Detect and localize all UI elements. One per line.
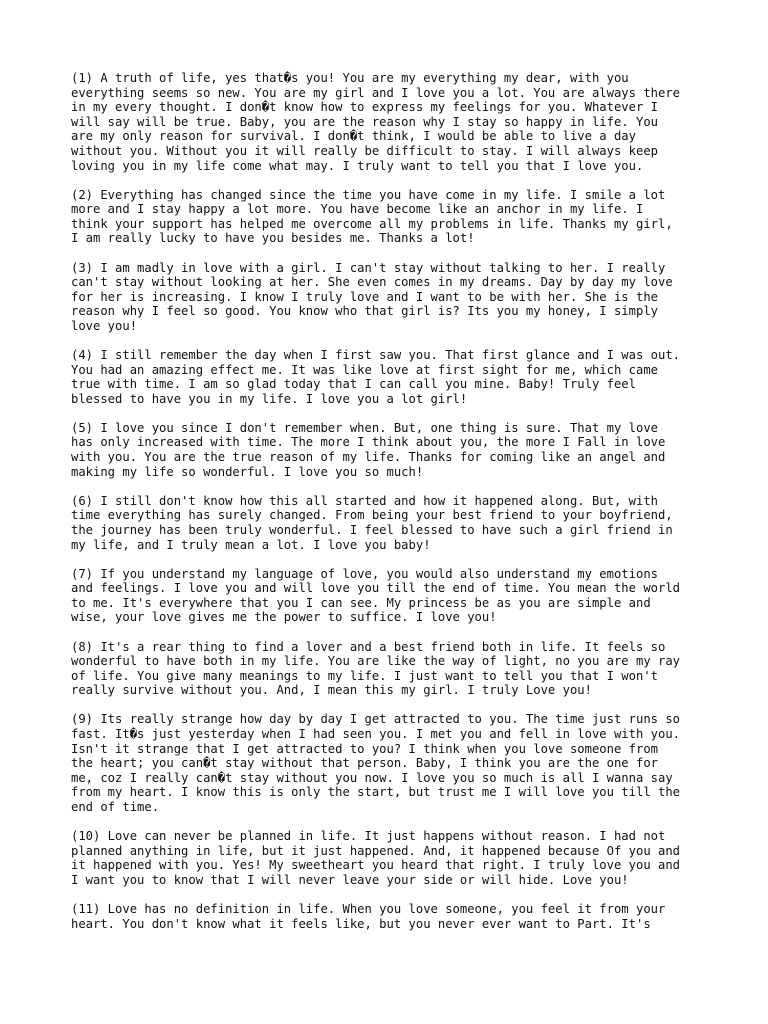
paragraph-6: (6) I still don't know how this all started and how it happened along. But, with time everything has surely changed. From being your best friend to your boyfriend, the journey has been truly wonderful. I feel blessed to have such a girl friend in my life, and I truly mean a lot. I love you baby! — [71, 493, 673, 552]
document-body — [71, 71, 711, 946]
paragraph-7: (7) If you understand my language of love, you would also understand my emotions and feelings. I love you and will love you till the end of time. You mean the world to me. It's everywhere that you I can see. My princess be as you are simple and wise, your love gives me the power to suffice. I love you! — [71, 566, 681, 625]
paragraph-11: (11) Love has no definition in life. When you love someone, you feel it from your heart. You don't know what it feels like, but you never ever want to Part. It's — [71, 901, 666, 931]
paragraph-8: (8) It's a rear thing to find a lover and a best friend both in life. It feels so wonderful to have both in my life. You are like the way of light, no you are my ray of life. You give many meanings to my life. I just want to tell you that I won't really survive without you. And, I mean this my girl. I truly Love you! — [71, 639, 681, 698]
paragraph-5: (5) I love you since I don't remember when. But, one thing is sure. That my love has only increased with time. The more I think about you, the more I Fall in love with you. You are the true reason of my life. Thanks for coming like an angel and making my life so wonderful. I love you so much! — [71, 420, 666, 479]
paragraph-9: (9) Its really strange how day by day I get attracted to you. The time just runs so fast. It�s just yesterday when I had seen you. I met you and fell in love with you. Isn't it strange that I get attracted to you? I think when you love someone from the heart; you can�t stay without that person. Baby, I think you are the one for me, coz I really can�t stay without you now. I love you so much is all I wanna say from my heart. I know this is only the start, but trust me I will love you till the end of time. — [71, 712, 681, 814]
paragraph-3: (3) I am madly in love with a girl. I can't stay without talking to her. I really can't stay without looking at her. She even comes in my dreams. Day by day my love for her is increasing. I know I truly love and I want to be with her. She is the reason why I feel so good. You know who that girl is? Its you my honey, I simply love you! — [71, 260, 673, 333]
paragraph-10: (10) Love can never be planned in life. It just happens without reason. I had not planned anything in life, but it just happened. And, it happened because Of you and it happened with you. Yes! My sweetheart you heard that right. I truly love you and I want you to know that I will never leave your side or will hide. Love you! — [71, 829, 681, 887]
paragraph-4: (4) I still remember the day when I first saw you. That first glance and I was out. You had an amazing effect me. It was like love at first sight for me, which came true with time. I am so glad today that I can call you mine. Baby! Truly feel blessed to have you in my life. I love you a lot girl! — [71, 348, 681, 406]
paragraph-2: (2) Everything has changed since the time you have come in my life. I smile a lot more and I stay happy a lot more. You have become like an anchor in my life. I think your support has helped me overcome all my problems in life. Thanks my girl, I am really lucky to have you besides me. Thanks a lot! — [71, 187, 673, 246]
paragraph-1: (1) A truth of life, yes that�s you! You are my everything my dear, with you everything seems so new. You are my girl and I love you a lot. You are always there in my every thought. I don�t know how to express my feelings for you. Whatever I will say will be true. Baby, you are the reason why I stay so happy in life. You are my only reason for survival. I don�t think, I would be able to live a day without you. Without you it will really be difficult to stay. I will always keep loving you in my life come what may. I truly want to tell you that I love you. — [71, 71, 681, 173]
